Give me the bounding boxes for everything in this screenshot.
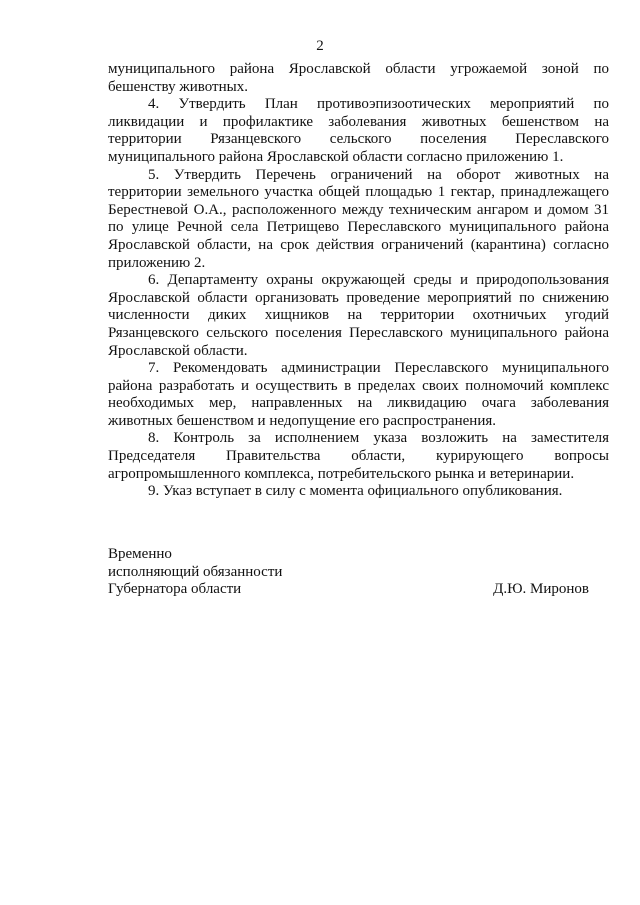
paragraph-continuation: муниципального района Ярославской области угрожаемой зоной по бешенству животных. <box>108 61 609 95</box>
paragraph-item-8: 8. Контроль за исполнением указа возложить на заместителя Председателя Правительства области, курирующего вопросы агропромышленного комплекса, потребительского рынка и ветеринарии. <box>108 430 609 482</box>
signature-title-line-1: Временно <box>108 546 172 562</box>
paragraph-item-6: 6. Департаменту охраны окружающей среды и природопользования Ярославской области организовать проведение мероприятий по снижению численности диких хищников на территории охотничьих угодий Рязанцевского сельского поселения Переславского муниципального района Ярославской области. <box>108 272 609 359</box>
signature-line-1 <box>108 546 589 564</box>
signature-line-3 <box>108 581 589 599</box>
paragraph-item-7: 7. Рекомендовать администрации Переславского муниципального района разработать и осуществить в пределах своих полномочий комплекс необходимых мер, направленных на ликвидацию очага заболевания животных бешенством и недопущение его распространения. <box>108 360 609 429</box>
page-number: 2 <box>316 38 324 54</box>
signature-line-2 <box>108 564 589 582</box>
paragraph-item-5: 5. Утвердить Перечень ограничений на оборот животных на территории земельного участка общей площадью 1 гектар, принадлежащего Берестневой О.А., расположенного между техническим ангаром и домом 31 по улице Речной села Петрищево Переславского муниципального района Ярославской области, на срок действия ограничений (карантина) согласно приложению 2. <box>108 166 609 271</box>
decree-body <box>108 61 609 501</box>
paragraph-item-4: 4. Утвердить План противоэпизоотических мероприятий по ликвидации и профилактике заболевания животных бешенством на территории Рязанцевского сельского поселения Переславского муниципального района Ярославской области согласно приложению 1. <box>108 96 609 165</box>
signatory-name: Д.Ю. Миронов <box>493 581 589 598</box>
signature-title-line-3: Губернатора области <box>108 581 242 598</box>
signature-title-line-2: исполняющий обязанности <box>108 563 283 580</box>
paragraph-item-9: 9. Указ вступает в силу с момента официального опубликования. <box>148 483 563 500</box>
signature-block <box>108 546 589 599</box>
